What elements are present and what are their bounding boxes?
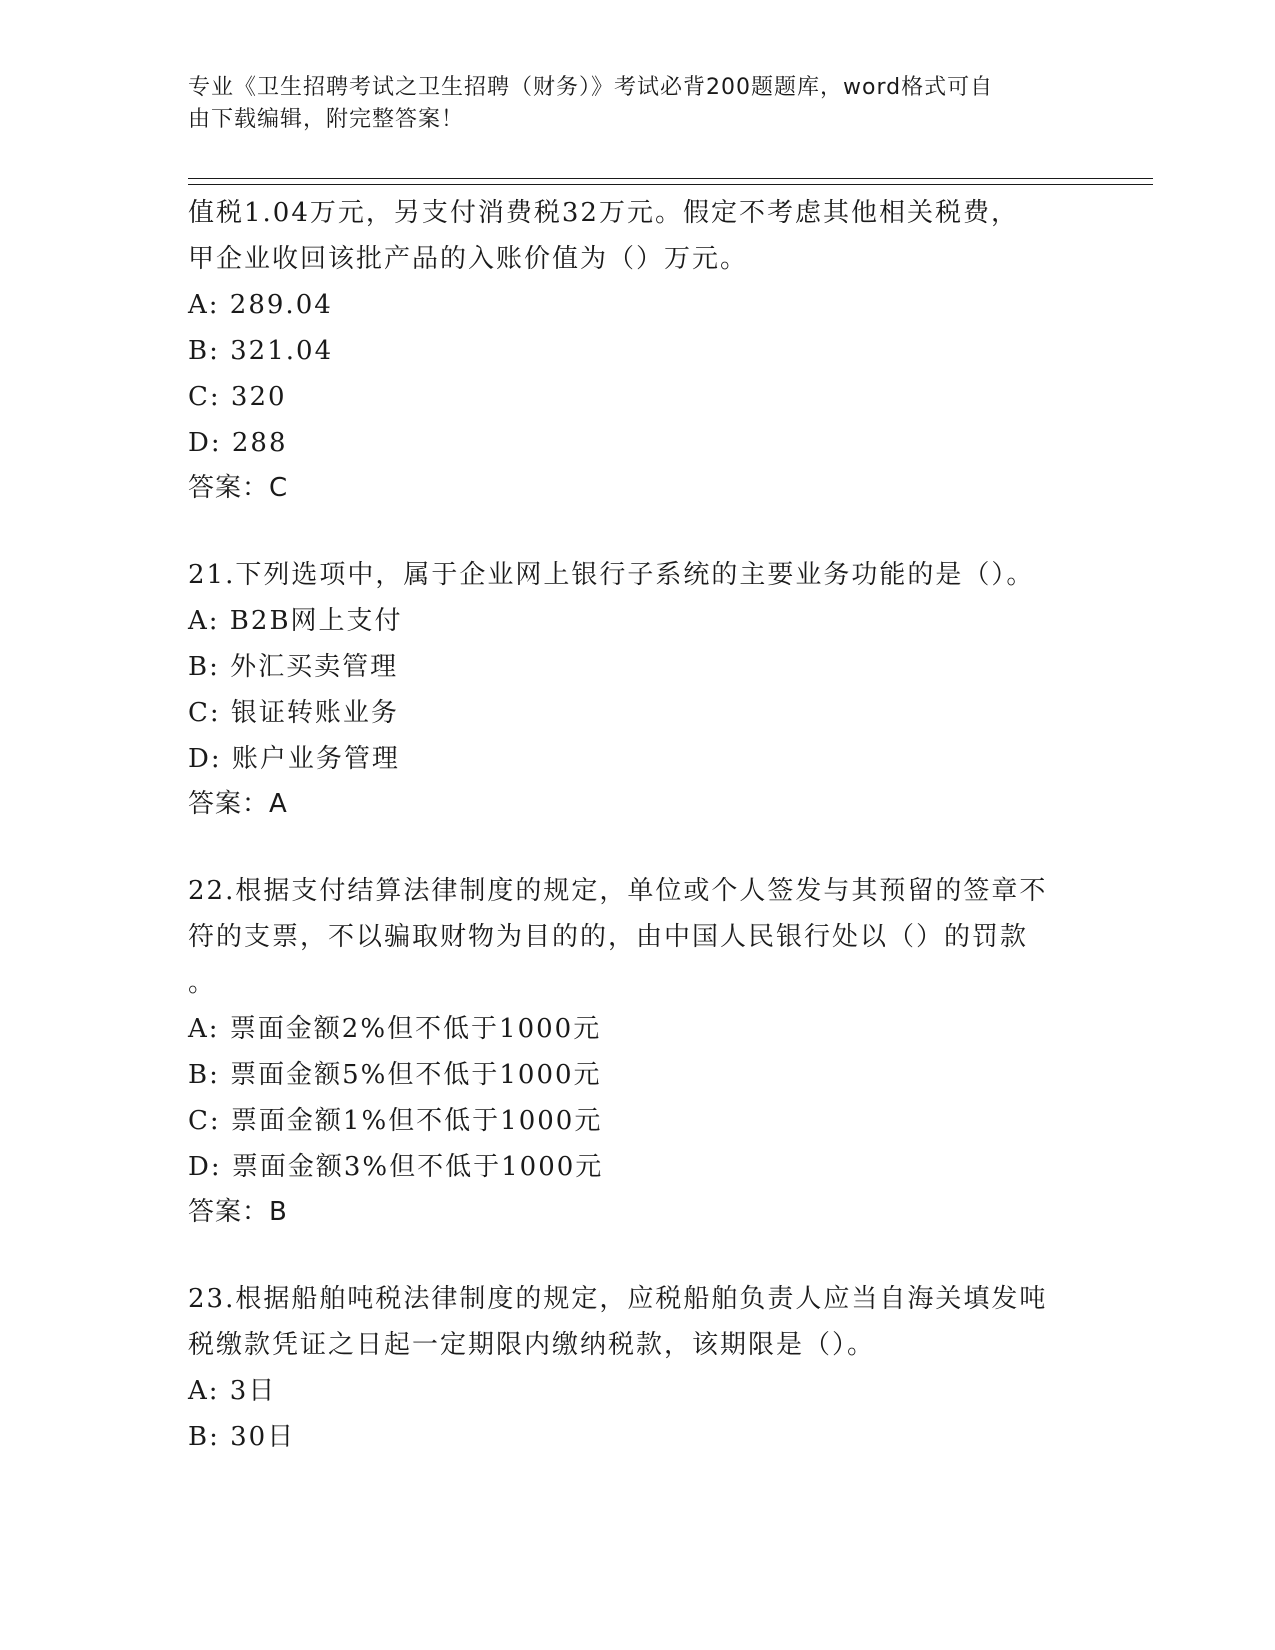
option-c: C: 320 — [188, 382, 287, 412]
question-block-23 — [188, 1276, 1098, 1460]
question-stem-line: 21.下列选项中，属于企业网上银行子系统的主要业务功能的是（）。 — [188, 560, 1035, 590]
question-block-continued — [188, 190, 1098, 510]
option-b: B: 票面金额5%但不低于1000元 — [188, 1060, 602, 1090]
option-a: A: 289.04 — [188, 290, 333, 320]
option-c: C: 银证转账业务 — [188, 698, 399, 728]
question-block-21 — [188, 552, 1098, 826]
option-a: A: B2B网上支付 — [188, 606, 403, 636]
question-block-22 — [188, 868, 1098, 1234]
answer-line: 答案：A — [188, 789, 288, 819]
option-c: C: 票面金额1%但不低于1000元 — [188, 1106, 603, 1136]
question-stem-line: 。 — [188, 968, 217, 998]
option-b: B: 321.04 — [188, 336, 334, 366]
option-d: D: 288 — [188, 428, 288, 458]
option-b: B: 外汇买卖管理 — [188, 652, 399, 682]
option-d: D: 票面金额3%但不低于1000元 — [188, 1152, 604, 1182]
question-stem-line: 23.根据船舶吨税法律制度的规定，应税船舶负责人应当自海关填发吨 — [188, 1284, 1048, 1314]
header-divider-bottom — [188, 184, 1153, 185]
option-a: A: 票面金额2%但不低于1000元 — [188, 1014, 602, 1044]
question-stem-line: 值税1.04万元，另支付消费税32万元。假定不考虑其他相关税费， — [188, 198, 1019, 228]
header-line-1: 专业《卫生招聘考试之卫生招聘（财务）》考试必背200题题库，word格式可自 — [188, 75, 994, 100]
header-divider-top — [188, 178, 1153, 179]
question-stem-line: 甲企业收回该批产品的入账价值为（）万元。 — [188, 244, 749, 274]
document-body — [188, 190, 1098, 1460]
header-line-2: 由下载编辑，附完整答案！ — [188, 107, 465, 132]
question-stem-line: 符的支票，不以骗取财物为目的的，由中国人民银行处以（）的罚款 — [188, 922, 1029, 952]
document-header — [188, 72, 1088, 136]
answer-line: 答案：B — [188, 1197, 288, 1227]
option-a: A: 3日 — [188, 1376, 277, 1406]
question-stem-line: 22.根据支付结算法律制度的规定，单位或个人签发与其预留的签章不 — [188, 876, 1048, 906]
question-stem-line: 税缴款凭证之日起一定期限内缴纳税款，该期限是（）。 — [188, 1330, 876, 1360]
option-b: B: 30日 — [188, 1422, 296, 1452]
answer-line: 答案：C — [188, 473, 289, 503]
option-d: D: 账户业务管理 — [188, 744, 400, 774]
